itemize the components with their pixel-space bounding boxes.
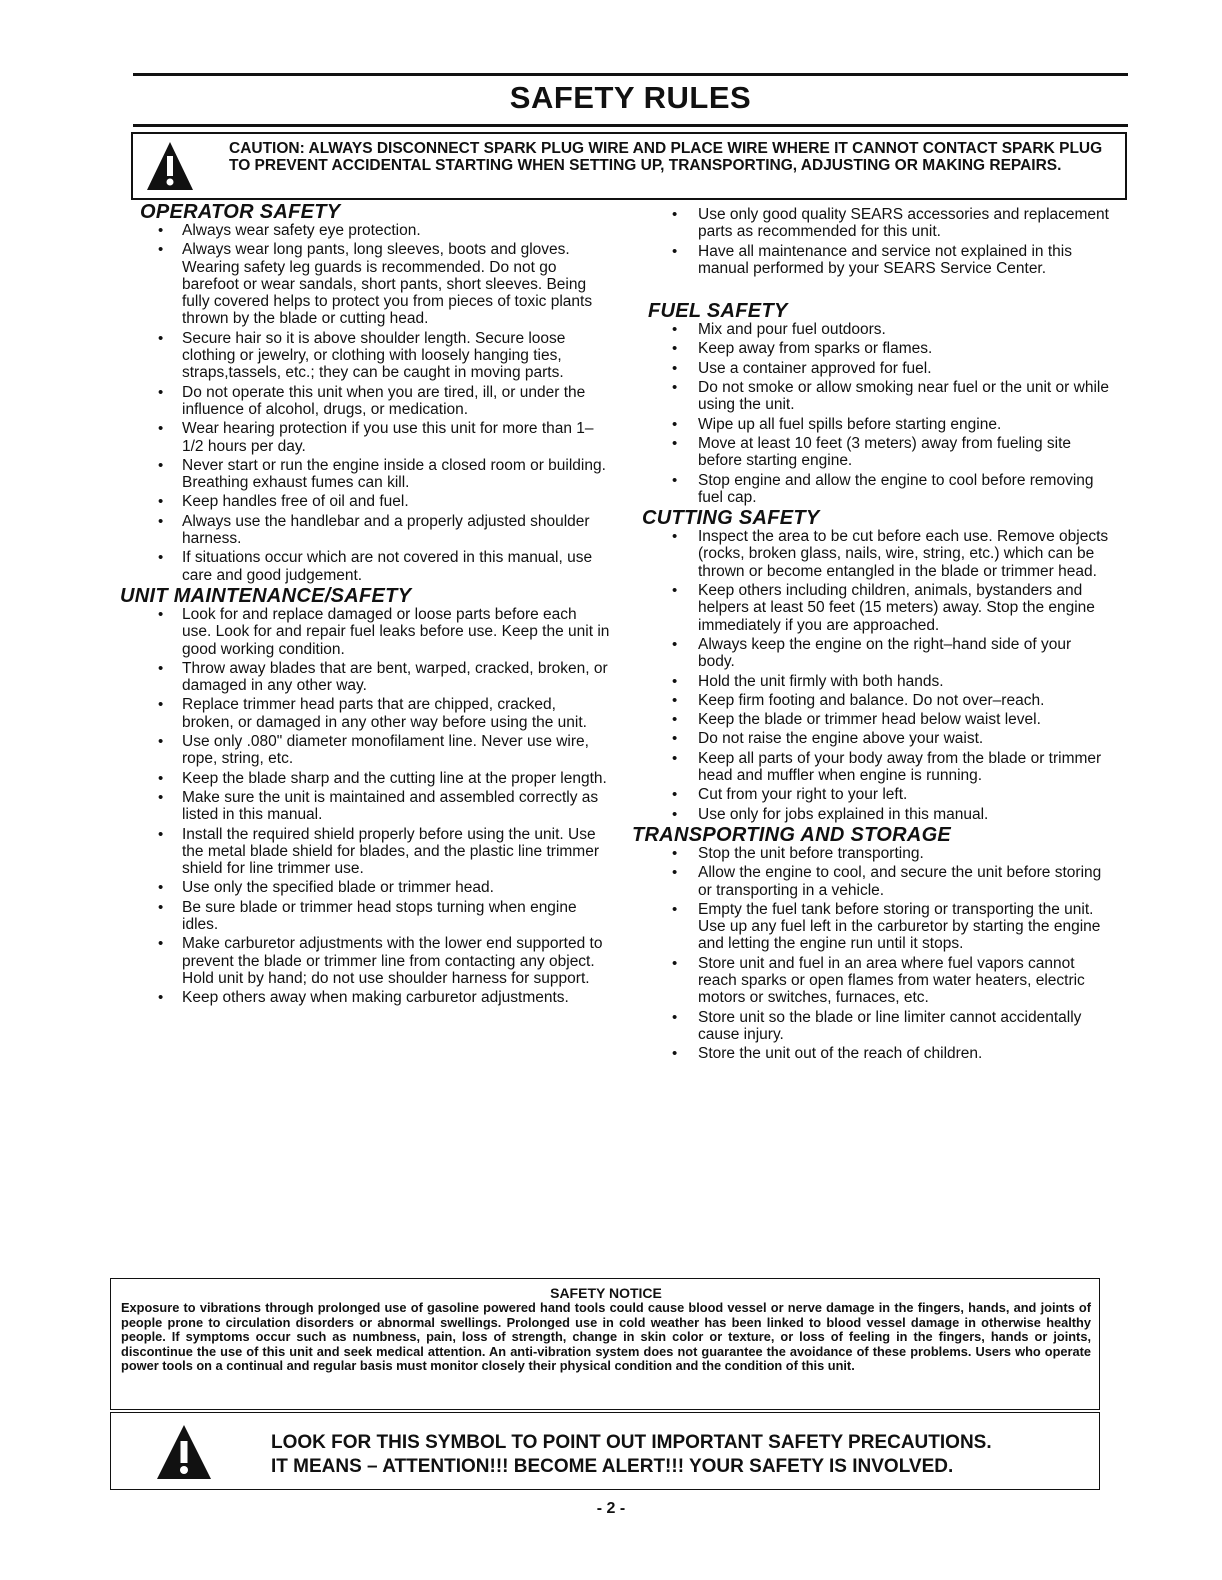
list-item: • Use only good quality SEARS accessories and replacement parts as recommended for this unit. [632,206,1112,241]
list-item: • Always wear long pants, long sleeves, boots and gloves. Wearing safety leg guards is recommended. Do not go barefoot or wear sandals, short pants, short sleeves. Being fully covered helps to protect you from pieces of toxic plants thrown by the blade or cutting head. [120,241,610,327]
safety-notice-box [110,1278,1100,1410]
list-item: • Be sure blade or trimmer head stops turning when engine idles. [120,899,610,934]
list-item: • Throw away blades that are bent, warped, cracked, broken, or damaged in any other way. [120,660,610,695]
list-item: • Keep handles free of oil and fuel. [120,493,610,510]
fuel-safety-list [632,321,1112,506]
list-item: • Always keep the engine on the right–hand side of your body. [632,636,1112,671]
list-item: • Keep firm footing and balance. Do not over–reach. [632,692,1112,709]
warning-triangle-icon [145,140,195,194]
list-item: • Move at least 10 feet (3 meters) away from fueling site before starting engine. [632,435,1112,470]
list-item: • Keep the blade sharp and the cutting line at the proper length. [120,770,610,787]
list-item: • Use only .080" diameter monofilament line. Never use wire, rope, string, etc. [120,733,610,768]
transporting-heading: TRANSPORTING AND STORAGE [632,823,952,846]
safety-notice-body: Exposure to vibrations through prolonged use of gasoline powered hand tools could cause blood vessel or nerve damage in the fingers, hands, and joints of people prone to circulation disorders or abnormal swellings. Prolonged use in cold weather has been linked to blood vessel damage in otherwise healthy people. If symptoms occur such as numbness, pain, loss of strength, change in skin color or texture, or loss of feeling in the fingers, hands or joints, discontinue the use of this unit and seek medical attention. An anti-vibration system does not guarantee the avoidance of these problems. Users who operate power tools on a continual and regular basis must monitor closely their physical condition and the condition of this unit. [121,1300,1091,1374]
right-column [632,206,1112,1064]
list-item: • Install the required shield properly before using the unit. Use the metal blade shield for blades, and the plastic line trimmer shield for line trimmer use. [120,826,610,878]
symbol-notice-line1: LOOK FOR THIS SYMBOL TO POINT OUT IMPORTANT SAFETY PRECAUTIONS. [271,1432,992,1453]
fuel-safety-heading: FUEL SAFETY [648,300,788,323]
list-item: • Mix and pour fuel outdoors. [632,321,1112,338]
cutting-safety-heading: CUTTING SAFETY [642,507,820,530]
list-item: • Empty the fuel tank before storing or transporting the unit. Use up any fuel left in the carburetor by starting the engine and letting the engine run until it stops. [632,901,1112,953]
symbol-notice-box [110,1412,1100,1490]
list-item: • Cut from your right to your left. [632,786,1112,803]
caution-text: CAUTION: ALWAYS DISCONNECT SPARK PLUG WIRE AND PLACE WIRE WHERE IT CANNOT CONTACT SPARK PLUG TO PREVENT ACCIDENTAL STARTING WHEN SETTING UP, TRANSPORTING, ADJUSTING OR MAKING REPAIRS. [229,140,1103,174]
safety-notice-title: SAFETY NOTICE [550,1285,662,1301]
symbol-notice-line2: IT MEANS – ATTENTION!!! BECOME ALERT!!! YOUR SAFETY IS INVOLVED. [271,1456,954,1477]
caution-box [131,132,1127,200]
unit-maintenance-heading: UNIT MAINTENANCE/SAFETY [120,584,412,607]
list-item: • Stop engine and allow the engine to cool before removing fuel cap. [632,472,1112,507]
list-item: • Always wear safety eye protection. [120,222,610,239]
list-item: • Use only the specified blade or trimmer head. [120,879,610,896]
list-item: • Stop the unit before transporting. [632,845,1112,862]
page-title: SAFETY RULES [509,80,752,115]
symbol-notice-text [271,1431,1071,1479]
operator-safety-heading: OPERATOR SAFETY [140,201,341,223]
list-item: • Always use the handlebar and a properly adjusted shoulder harness. [120,513,610,548]
list-item: • Secure hair so it is above shoulder length. Secure loose clothing or jewelry, or clothing with loosely hanging ties, straps,tassels, etc.; they can be caught in moving parts. [120,330,610,382]
list-item: • Store unit so the blade or line limiter cannot accidentally cause injury. [632,1009,1112,1044]
list-item: • Do not operate this unit when you are tired, ill, or under the influence of alcohol, drugs, or medication. [120,384,610,419]
list-item: • Do not smoke or allow smoking near fuel or the unit or while using the unit. [632,379,1112,414]
list-item: • Keep the blade or trimmer head below waist level. [632,711,1112,728]
list-item: • Wipe up all fuel spills before starting engine. [632,416,1112,433]
list-item: • Make sure the unit is maintained and assembled correctly as listed in this manual. [120,789,610,824]
list-item: • Use a container approved for fuel. [632,360,1112,377]
list-item: • Have all maintenance and service not explained in this manual performed by your SEARS Service Center. [632,243,1112,278]
list-item: • Use only for jobs explained in this manual. [632,806,1112,823]
list-item: • Inspect the area to be cut before each use. Remove objects (rocks, broken glass, nails, wire, string, etc.) which can be thrown or become entangled in the blade or trimmer head. [632,528,1112,580]
list-item: • Wear hearing protection if you use this unit for more than 1–1/2 hours per day. [120,420,610,455]
maintenance-continued-list [632,206,1112,277]
list-item: • Store unit and fuel in an area where fuel vapors cannot reach sparks or open flames from water heaters, electric motors or switches, furnaces, etc. [632,955,1112,1007]
list-item: • Look for and replace damaged or loose parts before each use. Look for and repair fuel leaks before use. Keep the unit in good working condition. [120,606,610,658]
cutting-safety-list [632,528,1112,823]
list-item: • Keep all parts of your body away from the blade or trimmer head and muffler when engine is running. [632,750,1112,785]
list-item: • Store the unit out of the reach of children. [632,1045,1112,1062]
top-rule [133,73,1128,76]
transporting-list [632,845,1112,1063]
list-item: • Hold the unit firmly with both hands. [632,673,1112,690]
list-item: • Allow the engine to cool, and secure the unit before storing or transporting in a vehicle. [632,864,1112,899]
unit-maintenance-list [120,606,610,1007]
operator-safety-list [120,222,610,584]
list-item: • Keep away from sparks or flames. [632,340,1112,357]
list-item: • Never start or run the engine inside a closed room or building. Breathing exhaust fumes can kill. [120,457,610,492]
left-column [120,202,610,1008]
list-item: • Make carburetor adjustments with the lower end supported to prevent the blade or trimmer line from contacting any object. Hold unit by hand; do not use shoulder harness for support. [120,935,610,987]
list-item: • Keep others away when making carburetor adjustments. [120,989,610,1006]
list-item: • Replace trimmer head parts that are chipped, cracked, broken, or damaged in any other way before using the unit. [120,696,610,731]
list-item: • Keep others including children, animals, bystanders and helpers at least 50 feet (15 meters) away. Stop the engine immediately if you are approached. [632,582,1112,634]
list-item: • Do not raise the engine above your waist. [632,730,1112,747]
list-item: • If situations occur which are not covered in this manual, use care and good judgement. [120,549,610,584]
page-number: - 2 - [596,1500,626,1517]
title-underline-rule [133,124,1128,127]
warning-triangle-icon [155,1423,213,1483]
